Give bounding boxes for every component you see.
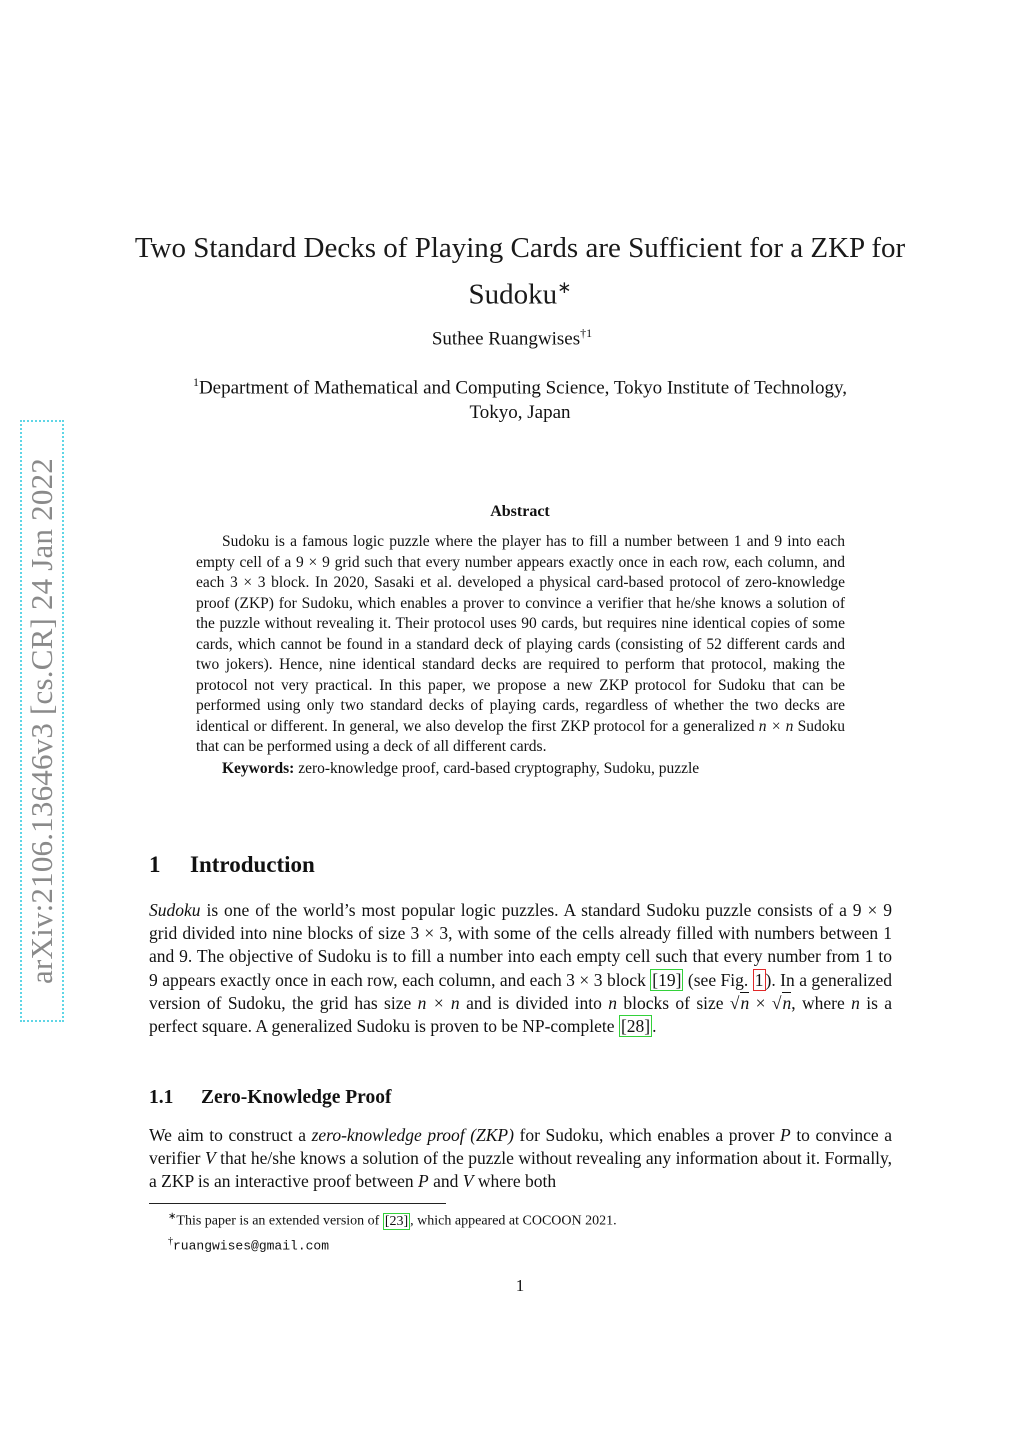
figure-reference-link[interactable]: 1 — [754, 969, 764, 990]
page-number: 1 — [515, 1276, 525, 1295]
math-3x3: 3 × 3 — [230, 574, 266, 591]
emph-zkp: zero-knowledge proof (ZKP) — [311, 1125, 514, 1145]
author-name: Suthee Ruangwises — [431, 328, 581, 350]
math-9x9: 9 × 9 — [852, 900, 893, 920]
math-3x3: 3 × 3 — [566, 969, 603, 990]
section-number: 1 — [149, 852, 161, 877]
body-text: and — [433, 1171, 459, 1192]
body-text: grid divided into nine blocks of size — [149, 923, 406, 944]
footnote-mark: ∗ — [168, 1211, 177, 1222]
body-text: , with some of the cells already filled with numbers between 1 and 9. The objective of Sudoku is to fill a number into each empty cell such that every number from 1 to 9 appears exactly once in each row, each column, and each — [149, 923, 893, 990]
body-text: . — [652, 1016, 657, 1037]
emph-sudoku: Sudoku — [149, 900, 201, 920]
math-times: × — [755, 992, 766, 1013]
abstract-text: Sudoku that can be performed using a deck of all different cards. — [196, 717, 845, 755]
math-nxn: n × n — [417, 992, 460, 1013]
citation-link-19[interactable]: [19] — [652, 969, 682, 990]
abstract-text: 9 into each empty cell of a — [196, 533, 845, 571]
citation-link-23[interactable]: [23] — [384, 1213, 409, 1229]
paper-title-text: Two Standard Decks of Playing Cards are Sufficient for a ZKP for Sudoku — [134, 232, 906, 311]
body-text: to convince a verifier — [149, 1125, 893, 1169]
body-text: block — [606, 969, 646, 990]
abstract-paragraph — [196, 532, 845, 758]
body-text: and is divided into — [466, 992, 602, 1013]
introduction-paragraph: Sudoku is one of the world’s most popular logic puzzles. A standard Sudoku puzzle consists of a 9 × 9 grid divided into nine blocks of size 3 × 3, with some of the cells already filled with numbers between 1 and 9. The objective of Sudoku is to fill a number into each empty cell such that every number from 1 to 9 appears exactly once in each row, each column, and each 3 × 3 block [19] (see Fig. 1 ). In a generalized version of Sudoku, the grid has size n × n and is divided into n blocks of size √n × √n, where n is a perfect square. A generalized Sudoku is proven to be NP-complete [28] . — [149, 900, 893, 1037]
math-sqrt-n: n — [782, 992, 792, 1013]
section-heading-introduction — [149, 852, 315, 878]
zkp-paragraph — [149, 1124, 892, 1194]
body-text: We aim to construct a — [149, 1125, 306, 1145]
footnote-extended-version — [168, 1207, 617, 1232]
author-line — [0, 326, 1024, 350]
abstract-body — [196, 532, 845, 779]
footnote-text: , which appeared at COCOON 2021. — [410, 1213, 617, 1229]
math-3x3: 3 × 3 — [410, 923, 449, 944]
citation-link-28[interactable]: [28] — [620, 1016, 651, 1037]
subsection-title: Zero-Knowledge Proof — [201, 1087, 392, 1108]
math-V: V — [204, 1148, 216, 1169]
affiliation — [190, 370, 850, 425]
subsection-heading-zkp — [149, 1087, 391, 1109]
footnotes — [168, 1207, 617, 1256]
title-footnote-mark: ∗ — [557, 278, 572, 297]
introduction-body — [149, 899, 892, 1038]
math-n: n — [851, 992, 860, 1013]
abstract-text: block. In 2020, Sasaki et al. developed a physical card-based protocol of zero-knowledge proof (ZKP) for Sudoku, which enables a prover to convince a verifier that he/she knows a solution of the puzzle without revealing it. Their protocol uses 90 cards, but requires nine identical copies of some cards, which cannot be found in a standard deck of playing cards (consisting of 52 different cards and two jokers). Hence, nine identical standard decks are required to perform that protocol, making the protocol not very practical. In this paper, we propose a new ZKP protocol for Sudoku that can be performed using only two standard decks of playing cards, regardless of whether the two decks are identical or different. In general, we also develop the first ZKP protocol for a generalized — [196, 574, 846, 735]
arxiv-identifier-text: arXiv:2106.13646v3 [cs.CR] 24 Jan 2022 — [24, 458, 60, 984]
keywords-label: Keywords: — [222, 759, 295, 777]
body-text: where both — [477, 1171, 557, 1192]
section-title: Introduction — [190, 852, 315, 877]
body-text: that he/she knows a solution of the puzzle without revealing any information about it. Formally, a ZKP is an interactive proof between — [149, 1148, 893, 1192]
math-P: P — [780, 1125, 791, 1145]
keywords-text: zero-knowledge proof, card-based cryptography, Sudoku, puzzle — [298, 759, 700, 777]
body-text: is a perfect square. A generalized Sudoku is proven to be NP-complete — [149, 992, 893, 1037]
abstract-text: Sudoku is a famous logic puzzle where the player has to fill a number between 1 and — [222, 533, 770, 550]
math-n: n — [608, 992, 617, 1013]
footnote-mark: † — [168, 1235, 173, 1247]
keywords-line — [196, 759, 845, 780]
abstract-text: grid such that every number appears exactly once in each row, each column, and each — [196, 553, 846, 591]
author-footnote-marks: †1 — [580, 326, 593, 340]
body-text: , where — [791, 992, 845, 1013]
footnote-divider — [149, 1203, 446, 1204]
abstract-heading: Abstract — [490, 503, 550, 520]
paper-title — [130, 228, 910, 315]
body-text: blocks of size — [623, 992, 724, 1013]
math-P: P — [418, 1171, 429, 1192]
body-text: is one of the world’s most popular logic puzzles. A standard Sudoku puzzle consists of a — [206, 900, 847, 920]
math-9x9: 9 × 9 — [296, 553, 330, 571]
footnote-email — [168, 1232, 617, 1257]
body-text: for Sudoku, which enables a prover — [519, 1125, 775, 1145]
body-text: (see Fig. — [687, 969, 749, 990]
math-nxn: n × n — [758, 717, 794, 735]
math-sqrt-n: n — [740, 992, 750, 1013]
math-V: V — [462, 1171, 474, 1192]
affiliation-text: Department of Mathematical and Computing Science, Tokyo Institute of Technology, Tokyo, Japan — [198, 377, 848, 424]
affiliation-mark: 1 — [192, 375, 199, 389]
subsection-number: 1.1 — [149, 1087, 174, 1108]
zkp-body — [149, 1124, 892, 1194]
body-text: ). In a generalized version of Sudoku, the grid has size — [149, 969, 893, 1013]
author-email[interactable]: ruangwises@gmail.com — [173, 1238, 330, 1254]
footnote-text: This paper is an extended version of — [176, 1213, 380, 1229]
